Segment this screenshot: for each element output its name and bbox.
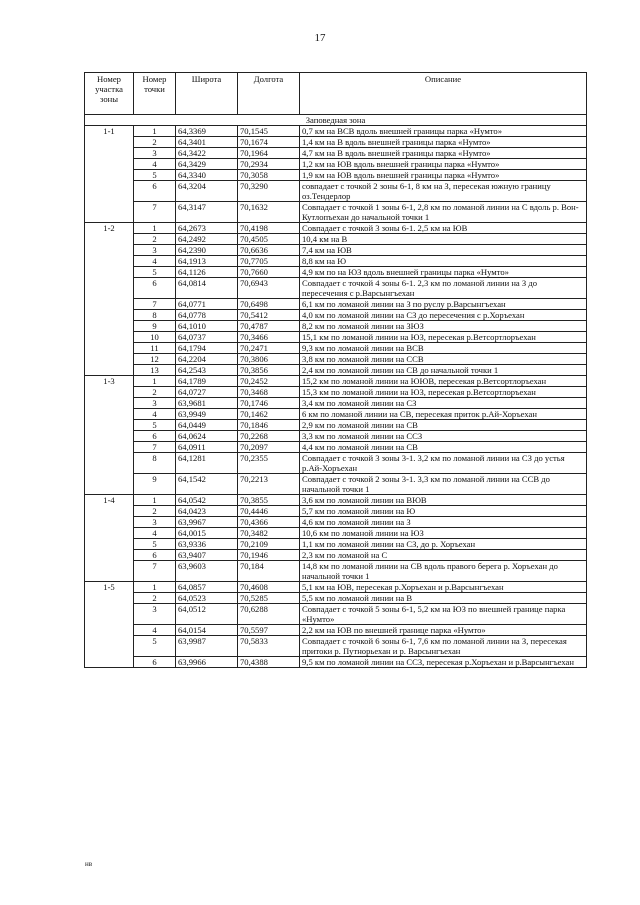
table-row — [85, 582, 587, 593]
table-row — [85, 420, 587, 431]
description-cell: 2,4 км по ломаной линии на СВ до начальной точки 1 — [300, 365, 587, 376]
longitude-cell: 70,2355 — [238, 453, 300, 474]
description-cell: 9,5 км по ломаной линии на ССЗ, пересекая р.Хоръехан и р.Варсынгъехан — [300, 657, 587, 668]
latitude-cell: 64,0154 — [176, 625, 238, 636]
table-row — [85, 245, 587, 256]
description-cell: 10,6 км по ломаной линии на ЮЗ — [300, 528, 587, 539]
header-zone: Номер участка зоны — [85, 73, 134, 115]
latitude-cell: 64,0624 — [176, 431, 238, 442]
table-row — [85, 126, 587, 137]
table-row — [85, 310, 587, 321]
point-number-cell: 2 — [134, 234, 176, 245]
point-number-cell: 5 — [134, 170, 176, 181]
description-cell: 15,1 км по ломаной линии на ЮЗ, пересекая р.Ветсортлоръехан — [300, 332, 587, 343]
description-cell: Совпадает с точкой 5 зоны 6-1, 5,2 км на ЮЗ по внешней границе парка «Нумто» — [300, 604, 587, 625]
description-cell: Совпадает с точкой 3 зоны 6-1. 2,5 км на ЮВ — [300, 223, 587, 234]
table-row — [85, 539, 587, 550]
latitude-cell: 63,9987 — [176, 636, 238, 657]
zone-number-cell: 1-5 — [85, 582, 134, 668]
table-row — [85, 625, 587, 636]
latitude-cell: 64,1542 — [176, 474, 238, 495]
longitude-cell: 70,2268 — [238, 431, 300, 442]
longitude-cell: 70,3856 — [238, 365, 300, 376]
table-row — [85, 506, 587, 517]
point-number-cell: 3 — [134, 398, 176, 409]
point-number-cell: 12 — [134, 354, 176, 365]
longitude-cell: 70,3806 — [238, 354, 300, 365]
latitude-cell: 63,9681 — [176, 398, 238, 409]
description-cell: 15,2 км по ломаной линии на ЮЮВ, пересекая р.Ветсортлоръехан — [300, 376, 587, 387]
longitude-cell: 70,4608 — [238, 582, 300, 593]
longitude-cell: 70,7660 — [238, 267, 300, 278]
latitude-cell: 64,3340 — [176, 170, 238, 181]
header-point: Номер точки — [134, 73, 176, 115]
footer-mark: нв — [85, 860, 93, 868]
description-cell: совпадает с точкой 2 зоны 6-1, 8 км на З, пересекая южную границу оз.Тендерлор — [300, 181, 587, 202]
table-row — [85, 517, 587, 528]
description-cell: 2,9 км по ломаной линии на СВ — [300, 420, 587, 431]
table-row — [85, 561, 587, 582]
latitude-cell: 64,3204 — [176, 181, 238, 202]
point-number-cell: 2 — [134, 506, 176, 517]
latitude-cell: 64,0771 — [176, 299, 238, 310]
point-number-cell: 6 — [134, 181, 176, 202]
latitude-cell: 64,1794 — [176, 343, 238, 354]
longitude-cell: 70,3468 — [238, 387, 300, 398]
description-cell: 15,3 км по ломаной линии на ЮЗ, пересекая р.Ветсортлоръехан — [300, 387, 587, 398]
latitude-cell: 64,3422 — [176, 148, 238, 159]
description-cell: 2,3 км по ломаной на С — [300, 550, 587, 561]
latitude-cell: 64,0423 — [176, 506, 238, 517]
table-row — [85, 376, 587, 387]
longitude-cell: 70,184 — [238, 561, 300, 582]
description-cell: 3,3 км по ломаной линии на ССЗ — [300, 431, 587, 442]
latitude-cell: 64,0727 — [176, 387, 238, 398]
latitude-cell: 63,9966 — [176, 657, 238, 668]
description-cell: 6,1 км по ломаной линии на З по руслу р.Варсынгъехан — [300, 299, 587, 310]
point-number-cell: 6 — [134, 431, 176, 442]
table-row — [85, 223, 587, 234]
coordinates-table — [84, 72, 587, 668]
zone-number-cell: 1-1 — [85, 126, 134, 223]
latitude-cell: 64,2492 — [176, 234, 238, 245]
header-latitude: Широта — [176, 73, 238, 115]
point-number-cell: 5 — [134, 267, 176, 278]
table-row — [85, 332, 587, 343]
point-number-cell: 4 — [134, 256, 176, 267]
point-number-cell: 1 — [134, 126, 176, 137]
latitude-cell: 64,0523 — [176, 593, 238, 604]
table-row — [85, 202, 587, 223]
latitude-cell: 63,9407 — [176, 550, 238, 561]
description-cell: 9,3 км по ломаной линии на ВСВ — [300, 343, 587, 354]
latitude-cell: 64,0737 — [176, 332, 238, 343]
latitude-cell: 64,2543 — [176, 365, 238, 376]
description-cell: 14,8 км по ломаной линии на СВ вдоль правого берега р. Хоръехан до начальной точки 1 — [300, 561, 587, 582]
table-row — [85, 431, 587, 442]
latitude-cell: 64,1789 — [176, 376, 238, 387]
table-row — [85, 321, 587, 332]
point-number-cell: 7 — [134, 442, 176, 453]
latitude-cell: 64,1913 — [176, 256, 238, 267]
zone-number-cell: 1-4 — [85, 495, 134, 582]
description-cell: 3,4 км по ломаной линии на СЗ — [300, 398, 587, 409]
longitude-cell: 70,1632 — [238, 202, 300, 223]
latitude-cell: 64,0857 — [176, 582, 238, 593]
longitude-cell: 70,1964 — [238, 148, 300, 159]
page-number: 17 — [314, 32, 326, 44]
point-number-cell: 1 — [134, 223, 176, 234]
description-cell: 5,5 км по ломаной линии на В — [300, 593, 587, 604]
header-longitude: Долгота — [238, 73, 300, 115]
zone-number-cell: 1-3 — [85, 376, 134, 495]
description-cell: Совпадает с точкой 4 зоны 6-1. 2,3 км по ломаной линии на З до пересечения с р.Варсынгъехан — [300, 278, 587, 299]
latitude-cell: 63,9603 — [176, 561, 238, 582]
section-row — [85, 115, 587, 126]
point-number-cell: 3 — [134, 517, 176, 528]
latitude-cell: 64,3401 — [176, 137, 238, 148]
latitude-cell: 64,3369 — [176, 126, 238, 137]
point-number-cell: 9 — [134, 321, 176, 332]
section-title: Заповедная зона — [85, 115, 587, 126]
description-cell: Совпадает с точкой 3 зоны 3-1. 3,2 км по ломаной линии на СЗ до устья р.Ай-Хоръехан — [300, 453, 587, 474]
point-number-cell: 7 — [134, 561, 176, 582]
description-cell: 4,6 км по ломаной линии на З — [300, 517, 587, 528]
description-cell: 2,2 км на ЮВ по внешней границе парка «Нумто» — [300, 625, 587, 636]
point-number-cell: 8 — [134, 310, 176, 321]
point-number-cell: 13 — [134, 365, 176, 376]
table-row — [85, 474, 587, 495]
latitude-cell: 64,0512 — [176, 604, 238, 625]
latitude-cell: 64,2204 — [176, 354, 238, 365]
longitude-cell: 70,4505 — [238, 234, 300, 245]
table-row — [85, 636, 587, 657]
zone-number-cell: 1-2 — [85, 223, 134, 376]
latitude-cell: 63,9949 — [176, 409, 238, 420]
description-cell: Совпадает с точкой 6 зоны 6-1, 7,6 км по ломаной линии на З, пересекая притоки р. Путнорьехан и р. Варсынгъехан — [300, 636, 587, 657]
point-number-cell: 6 — [134, 657, 176, 668]
table-row — [85, 181, 587, 202]
table-row — [85, 256, 587, 267]
point-number-cell: 10 — [134, 332, 176, 343]
point-number-cell: 5 — [134, 539, 176, 550]
description-cell: 1,2 км на ЮВ вдоль внешней границы парка «Нумто» — [300, 159, 587, 170]
longitude-cell: 70,1846 — [238, 420, 300, 431]
point-number-cell: 5 — [134, 420, 176, 431]
longitude-cell: 70,4366 — [238, 517, 300, 528]
longitude-cell: 70,6498 — [238, 299, 300, 310]
description-cell: 6 км по ломаной линии на СВ, пересекая приток р.Ай-Хоръехан — [300, 409, 587, 420]
latitude-cell: 64,0449 — [176, 420, 238, 431]
table-row — [85, 409, 587, 420]
table-row — [85, 137, 587, 148]
longitude-cell: 70,2452 — [238, 376, 300, 387]
table-row — [85, 442, 587, 453]
point-number-cell: 1 — [134, 495, 176, 506]
longitude-cell: 70,3855 — [238, 495, 300, 506]
header-description: Описание — [300, 73, 587, 115]
description-cell: 4,9 км по на ЮЗ вдоль внешней границы парка «Нумто» — [300, 267, 587, 278]
description-cell: 4,7 км на В вдоль внешней границы парка «Нумто» — [300, 148, 587, 159]
longitude-cell: 70,3290 — [238, 181, 300, 202]
longitude-cell: 70,2213 — [238, 474, 300, 495]
latitude-cell: 64,3429 — [176, 159, 238, 170]
point-number-cell: 3 — [134, 148, 176, 159]
point-number-cell: 1 — [134, 582, 176, 593]
longitude-cell: 70,7705 — [238, 256, 300, 267]
longitude-cell: 70,1674 — [238, 137, 300, 148]
table-row — [85, 657, 587, 668]
table-row — [85, 278, 587, 299]
description-cell: 5,7 км по ломаной линии на Ю — [300, 506, 587, 517]
longitude-cell: 70,2471 — [238, 343, 300, 354]
table-row — [85, 354, 587, 365]
table-row — [85, 387, 587, 398]
longitude-cell: 70,5285 — [238, 593, 300, 604]
table-row — [85, 550, 587, 561]
latitude-cell: 63,9967 — [176, 517, 238, 528]
longitude-cell: 70,6636 — [238, 245, 300, 256]
longitude-cell: 70,1746 — [238, 398, 300, 409]
description-cell: 4,4 км по ломаной линии на СВ — [300, 442, 587, 453]
longitude-cell: 70,4446 — [238, 506, 300, 517]
latitude-cell: 64,0814 — [176, 278, 238, 299]
latitude-cell: 64,2390 — [176, 245, 238, 256]
description-cell: 4,0 км по ломаной линии на СЗ до пересечения с р.Хоръехан — [300, 310, 587, 321]
point-number-cell: 7 — [134, 299, 176, 310]
description-cell: 0,7 км на ВСВ вдоль внешней границы парка «Нумто» — [300, 126, 587, 137]
longitude-cell: 70,5412 — [238, 310, 300, 321]
table-row — [85, 453, 587, 474]
point-number-cell: 4 — [134, 159, 176, 170]
description-cell: 8,8 км на Ю — [300, 256, 587, 267]
description-cell: 3,6 км по ломаной линии на ВЮВ — [300, 495, 587, 506]
point-number-cell: 1 — [134, 376, 176, 387]
latitude-cell: 64,0911 — [176, 442, 238, 453]
table-row — [85, 528, 587, 539]
point-number-cell: 4 — [134, 528, 176, 539]
longitude-cell: 70,2934 — [238, 159, 300, 170]
longitude-cell: 70,3466 — [238, 332, 300, 343]
table-row — [85, 343, 587, 354]
point-number-cell: 4 — [134, 409, 176, 420]
description-cell: Совпадает с точкой 2 зоны 3-1. 3,3 км по ломаной линии на ССВ до начальной точки 1 — [300, 474, 587, 495]
table-row — [85, 593, 587, 604]
longitude-cell: 70,6288 — [238, 604, 300, 625]
point-number-cell: 5 — [134, 636, 176, 657]
latitude-cell: 63,9336 — [176, 539, 238, 550]
point-number-cell: 9 — [134, 474, 176, 495]
table-row — [85, 365, 587, 376]
description-cell: Совпадает с точкой 1 зоны 6-1, 2,8 км по ломаной линии на С вдоль р. Вон-Кутлопъехан до начальной точки 1 — [300, 202, 587, 223]
table-row — [85, 299, 587, 310]
latitude-cell: 64,0778 — [176, 310, 238, 321]
point-number-cell: 8 — [134, 453, 176, 474]
point-number-cell: 2 — [134, 593, 176, 604]
point-number-cell: 2 — [134, 387, 176, 398]
longitude-cell: 70,3482 — [238, 528, 300, 539]
description-cell: 1,4 км на В вдоль внешней границы парка «Нумто» — [300, 137, 587, 148]
point-number-cell: 3 — [134, 245, 176, 256]
description-cell: 1,9 км на ЮВ вдоль внешней границы парка «Нумто» — [300, 170, 587, 181]
longitude-cell: 70,2109 — [238, 539, 300, 550]
table-row — [85, 398, 587, 409]
longitude-cell: 70,1946 — [238, 550, 300, 561]
description-cell: 5,1 км на ЮВ, пересекая р.Хоръехан и р.Варсынгъехан — [300, 582, 587, 593]
longitude-cell: 70,2097 — [238, 442, 300, 453]
longitude-cell: 70,4787 — [238, 321, 300, 332]
latitude-cell: 64,1010 — [176, 321, 238, 332]
latitude-cell: 64,3147 — [176, 202, 238, 223]
point-number-cell: 2 — [134, 137, 176, 148]
description-cell: 8,2 км по ломаной линии на ЗЮЗ — [300, 321, 587, 332]
point-number-cell: 6 — [134, 278, 176, 299]
longitude-cell: 70,1545 — [238, 126, 300, 137]
point-number-cell: 11 — [134, 343, 176, 354]
longitude-cell: 70,6943 — [238, 278, 300, 299]
description-cell: 7,4 км на ЮВ — [300, 245, 587, 256]
longitude-cell: 70,1462 — [238, 409, 300, 420]
latitude-cell: 64,1281 — [176, 453, 238, 474]
latitude-cell: 64,1126 — [176, 267, 238, 278]
longitude-cell: 70,3058 — [238, 170, 300, 181]
table-row — [85, 159, 587, 170]
point-number-cell: 7 — [134, 202, 176, 223]
latitude-cell: 64,0542 — [176, 495, 238, 506]
description-cell: 3,8 км по ломаной линии на ССВ — [300, 354, 587, 365]
table-body — [85, 115, 587, 668]
table-row — [85, 604, 587, 625]
table-row — [85, 148, 587, 159]
description-cell: 10,4 км на В — [300, 234, 587, 245]
latitude-cell: 64,0015 — [176, 528, 238, 539]
longitude-cell: 70,4388 — [238, 657, 300, 668]
table-row — [85, 234, 587, 245]
point-number-cell: 4 — [134, 625, 176, 636]
longitude-cell: 70,5597 — [238, 625, 300, 636]
table-header-row — [85, 73, 587, 115]
table-row — [85, 267, 587, 278]
longitude-cell: 70,5833 — [238, 636, 300, 657]
point-number-cell: 3 — [134, 604, 176, 625]
description-cell: 1,1 км по ломаной линии на СЗ, до р. Хоръехан — [300, 539, 587, 550]
longitude-cell: 70,4198 — [238, 223, 300, 234]
table-row — [85, 495, 587, 506]
table-row — [85, 170, 587, 181]
latitude-cell: 64,2673 — [176, 223, 238, 234]
point-number-cell: 6 — [134, 550, 176, 561]
